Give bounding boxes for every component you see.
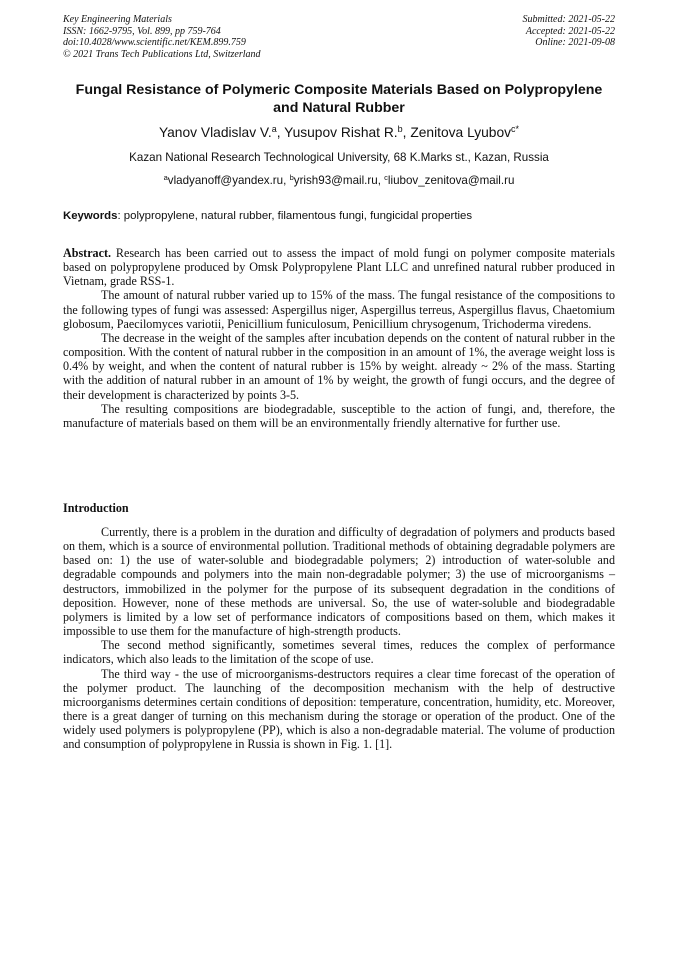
author-list: Yanov Vladislav V.$^a$, Yusupov Rishat R.$^b$, Zenitova Lyubov$^{c*}$ bbox=[158, 124, 520, 140]
abstract-paragraph bbox=[63, 246, 615, 288]
email-link[interactable]: yrish93@mail.ru bbox=[293, 174, 378, 187]
journal-copyright: © 2021 Trans Tech Publications Ltd, Switzerland bbox=[63, 48, 261, 60]
abstract-paragraph: The amount of natural rubber varied up to 15% of the mass. The fungal resistance of the compositions to the following types of fungi was assessed: Aspergillus niger, Aspergillus terreus, Aspergillus flavus, Chaetomium globosum, Paecilomyces variotii, Penicillium funiculosum, Penicillium chrysogenum, Trichoderma viredens. bbox=[63, 288, 615, 331]
abstract-paragraph: The resulting compositions are biodegradable, susceptible to the action of fungi, and, therefore, the manufacture of materials based on them will be an environmentally friendly alternative for further use. bbox=[63, 401, 615, 430]
email-mark: a bbox=[163, 172, 168, 182]
abstract-section bbox=[63, 246, 615, 430]
email-mark: b bbox=[289, 172, 294, 182]
intro-paragraph: Currently, there is a problem in the duration and difficulty of degradation of polymers and products based on them, which is a source of environmental pollution. Traditional methods of obtaining degradable polymers are based on: 1) the use of water-soluble and biodegradable polymers; 2) introduction of water-soluble and degradable compounds and polymers into the main non-degradable polymer; 3) the use of microorganisms – destructors, immobilized in the polymer for the purpose of its subsequent degradation in the conditions of deposition. However, none of these methods are universal. So, the use of water-soluble and biodegradable polymers is limited by a low set of performance indicators of compositions based on them, which makes it impossible to use them for the manufacture of high-strength products. bbox=[63, 525, 615, 639]
journal-doi[interactable]: doi:10.4028/www.scientific.net/KEM.899.759 bbox=[63, 37, 246, 48]
paper-title: Fungal Resistance of Polymeric Composite Materials Based on Polypropylene and Natural Rubber bbox=[75, 82, 603, 116]
journal-info bbox=[63, 14, 261, 60]
journal-name: Key Engineering Materials bbox=[63, 14, 172, 25]
abstract-label: Abstract. bbox=[63, 246, 112, 260]
author-affil-mark: b bbox=[397, 124, 403, 135]
intro-paragraph: The second method significantly, sometimes several times, reduces the complex of performance indicators, which also leads to the limitation of the scope of use. bbox=[63, 638, 615, 667]
keywords bbox=[63, 209, 615, 224]
intro-paragraph: The third way - the use of microorganisms-destructors requires a clear time forecast of the operation of the polymer product. The launching of the decomposition mechanism with the help of destructive microorganisms determines certain conditions of deposition: temperature, concentration, humidity, etc. Moreover, there is a great danger of turning on this mechanism during the storage or operation of the product. One of the widely used polymers is polypropylene (PP), which is also a non-degradable material. The volume of production and consumption of polypropylene in Russia is shown in Fig. 1. [1]. bbox=[63, 666, 615, 752]
email-mark: c bbox=[384, 172, 388, 182]
date-online: Online: 2021-09-08 bbox=[535, 37, 615, 48]
keywords-label: Keywords bbox=[63, 210, 118, 222]
introduction-section bbox=[63, 525, 615, 752]
date-accepted: Accepted: 2021-05-22 bbox=[525, 25, 615, 37]
author-emails: $^a$vladyanoff@yandex.ru, $^b$yrish93@mail.ru, $^c$liubov_zenitova@mail.ru bbox=[163, 172, 515, 187]
author-affil-mark: a bbox=[271, 124, 277, 135]
keywords-text: : polypropylene, natural rubber, filamentous fungi, fungicidal properties bbox=[117, 210, 473, 222]
journal-issn: ISSN: 1662-9795, Vol. 899, pp 759-764 bbox=[63, 25, 221, 37]
section-heading-introduction: Introduction bbox=[63, 501, 129, 515]
email-link[interactable]: vladyanoff@yandex.ru bbox=[167, 174, 284, 187]
abstract-paragraph: The decrease in the weight of the samples after incubation depends on the content of natural rubber in the composition. With the content of natural rubber in the composition in an amount of 1%, the average weight loss is 0.4% by weight, and when the content of natural rubber is 15% by weight. already ~ 2% of the mass. Starting with the addition of natural rubber in an amount of 1% by weight, the growth of fungi occurs, and the degree of their development is characterized by points 3-5. bbox=[63, 330, 615, 402]
author-name: Zenitova Lyubov bbox=[410, 125, 512, 140]
email-link[interactable]: liubov_zenitova@mail.ru bbox=[387, 174, 515, 187]
publication-dates bbox=[523, 14, 616, 49]
date-submitted: Submitted: 2021-05-22 bbox=[522, 14, 615, 25]
abstract-text: Research has been carried out to assess the impact of mold fungi on polymer composite materials based on polypropylene produced by Omsk Polypropylene Plant LLC and unrefined natural rubber produced in Vietnam, grade RSS-1. bbox=[63, 246, 615, 289]
author-name: Yanov Vladislav V. bbox=[158, 125, 272, 140]
author-affil-mark: c* bbox=[511, 124, 520, 135]
author-name: Yusupov Rishat R. bbox=[284, 125, 398, 140]
affiliation: Kazan National Research Technological University, 68 K.Marks st., Kazan, Russia bbox=[129, 151, 549, 164]
